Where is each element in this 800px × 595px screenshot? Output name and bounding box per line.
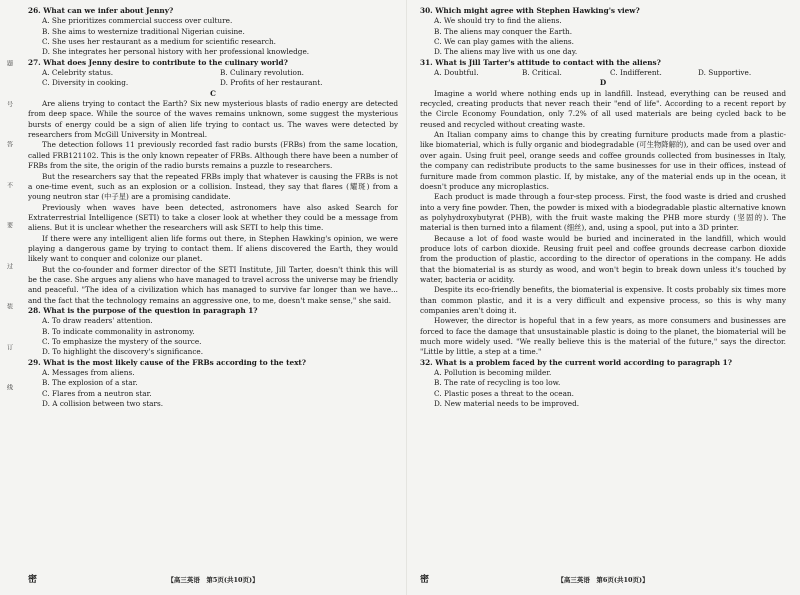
passage-d-paragraph: An Italian company aims to change this by creating furniture products made from a plastic-like biomaterial, which is fully organic and biodegradable (可生物降解的), and can be used over and over again. Using fruit peel, orange seeds and coffee grounds collected from businesses in Italy, the company can redistribute products to the same businesses for use in their offices, instead of furniture made from common plastic. If, by mistake, any of the material ends up in the ocean, it doesn't produce any microplastics.: [420, 130, 786, 191]
page-5-footer: [28, 575, 398, 589]
binding-char: 过: [5, 262, 13, 269]
option-26d: D. She integrates her personal history with her professional knowledge.: [42, 47, 310, 57]
question-29: 29. What is the most likely cause of the FRBs according to the text?: [28, 357, 307, 367]
passage-c-paragraph: If there were any intelligent alien life forms out there, in Stephen Hawking's opinion, we were playing a dangerous game by trying to contact them. If aliens discovered the Earth, they would likely want to conquer and colonize our planet.: [28, 233, 398, 264]
page-6: [420, 0, 786, 595]
binding-char: 线: [5, 384, 13, 390]
passage-d-paragraph: Because a lot of food waste would be buried and incinerated in the landfill, which would produce lots of carbon dioxide. Reusing fruit peel and coffee grounds decrease carbon dioxide from the production of plastic, according to the director of operations in the company. He adds that the biomaterial is as sturdy as wood, and won't begin to break down unless it's touched by water, bacteria or acidity.: [420, 233, 786, 284]
option-27c: C. Diversity in cooking.: [42, 78, 129, 88]
passage-c-paragraph: But the researchers say that the repeated FRBs imply that whatever is causing the FRBs is not a one-time event, such as an explosion or a collision. Instead, they say that flares (耀斑) from a young neutron star (中子星) are a promising candidate.: [28, 171, 398, 202]
binding-char: 不: [5, 181, 13, 188]
option-30a: A. We should try to find the aliens.: [434, 16, 562, 26]
option-28b: B. To indicate commonality in astronomy.: [42, 326, 195, 336]
question-26: 26. What can we infer about Jenny?: [28, 6, 174, 15]
page-divider: [406, 0, 407, 595]
page-5-content: [28, 6, 398, 409]
page-5-number: 【高三英语 第5页(共10页)】: [167, 576, 259, 584]
section-d-heading: D: [599, 78, 607, 88]
option-32c: C. Plastic poses a threat to the ocean.: [434, 388, 574, 398]
section-c-heading: C: [210, 88, 216, 98]
passage-d-paragraph: Despite its eco-friendly benefits, the biomaterial is expensive. It costs probably six times more than common plastic, and it is a very difficult and expensive process, so this is why many companies aren't doing it.: [420, 285, 786, 315]
passage-d-paragraph: Each product is made through a four-step process. First, the food waste is dried and crushed into a very fine powder. Then, the powder is mixed with a biodegradable plastic alternative known as polyhydroxybutyrat (PHB), with the fruit waste making the PHB more sturdy (坚固的). The material is then turned into a filament (细丝), and, using a spool, put into a 3D printer.: [420, 192, 786, 233]
option-29d: D. A collision between two stars.: [42, 399, 164, 409]
binding-char: 号: [5, 100, 13, 107]
passage-c-paragraph: Previously when waves have been detected, astronomers have also asked Search for Extraterrestrial Intelligence (SETI) to take a closer look at whether they could be a message from aliens. But it is unclear whether the researchers will ask SETI to help this time.: [28, 202, 398, 233]
option-32b: B. The rate of recycling is too low.: [434, 378, 561, 388]
option-31a: A. Doubtful.: [434, 68, 479, 78]
page-6-content: [420, 6, 786, 409]
binding-char: 装: [5, 303, 13, 309]
option-27b: B. Culinary revolution.: [220, 68, 304, 78]
passage-d-paragraph: However, the director is hopeful that in a few years, as more consumers and businesses are forced to face the damage that unsustainable plastic is doing to the planet, the biomaterial will be much more widely used. "We really believe this is the material of the future," says the director. "Little by little, a step at a time.": [420, 316, 786, 357]
passage-c-paragraph: But the co-founder and former director of the SETI Institute, Jill Tarter, doesn't think this will be the case. She argues any aliens who have managed to travel across the universe may be friendly and peaceful. "The idea of a civilization which has managed to survive far longer than we have... and the fact that the technology remains an aggressive one, to me, doesn't make sense," she said.: [28, 264, 398, 305]
binding-char: 题: [5, 60, 13, 66]
option-31b: B. Critical.: [522, 68, 562, 78]
question-31: 31. What is Jill Tarter's attitude to contact with the aliens?: [420, 57, 661, 67]
option-32a: A. Pollution is becoming milder.: [434, 368, 552, 378]
question-30: 30. Which might agree with Stephen Hawking's view?: [420, 6, 640, 15]
option-30c: C. We can play games with the aliens.: [434, 37, 574, 47]
seal-mark: 密: [420, 575, 430, 585]
page-5: [28, 0, 398, 595]
options-27: [42, 68, 398, 89]
option-28a: A. To draw readers' attention.: [42, 316, 153, 326]
option-31d: D. Supportive.: [698, 68, 752, 78]
option-29a: A. Messages from aliens.: [42, 368, 135, 378]
option-30d: D. The aliens may live with us one day.: [434, 47, 578, 57]
question-27: 27. What does Jenny desire to contribute to the culinary world?: [28, 57, 288, 67]
binding-char: 答: [5, 141, 13, 147]
option-29c: C. Flares from a neutron star.: [42, 388, 152, 398]
passage-c-paragraph: Are aliens trying to contact the Earth? Six new mysterious blasts of radio energy are detected from deep space. While the source of the waves remains unknown, some suggest the mysterious bursts of energy could be a sign of alien life trying to contact us. The waves were detected by researchers from McGill University in Montreal.: [28, 99, 398, 140]
option-28c: C. To emphasize the mystery of the source.: [42, 337, 202, 346]
binding-margin: [4, 60, 14, 390]
passage-d-paragraph: Imagine a world where nothing ends up in landfill. Instead, everything can be reused and recycled, creating products that never reach their "end of life". According to a recent report by the Circle Economy Foundation, only 7.2% of all used materials are being cycled back to be reused and recycled without creating waste.: [420, 88, 786, 129]
question-28: 28. What is the purpose of the question in paragraph 1?: [28, 305, 258, 315]
binding-char: 要: [5, 222, 13, 228]
option-27d: D. Profits of her restaurant.: [220, 78, 323, 88]
option-26c: C. She uses her restaurant as a medium for scientific research.: [42, 37, 276, 47]
options-31: [434, 68, 786, 78]
binding-char: 订: [5, 343, 13, 350]
page-6-number: 【高三英语 第6页(共10页)】: [557, 576, 649, 584]
page-6-footer: [420, 575, 786, 589]
passage-c-paragraph: The detection follows 11 previously recorded fast radio bursts (FRBs) from the same location, called FRB121102. This is the only known repeater of FRBs. Although there have been a number of FRBs from the site, the origin of the radio bursts remains a puzzle to researchers.: [28, 140, 398, 171]
option-29b: B. The explosion of a star.: [42, 378, 138, 388]
option-27a: A. Celebrity status.: [42, 68, 114, 78]
option-28d: D. To highlight the discovery's significance.: [42, 347, 204, 357]
option-32d: D. New material needs to be improved.: [434, 399, 580, 409]
question-32: 32. What is a problem faced by the current world according to paragraph 1?: [420, 357, 732, 367]
option-30b: B. The aliens may conquer the Earth.: [434, 26, 573, 36]
option-26a: A. She prioritizes commercial success over culture.: [42, 16, 233, 26]
option-31c: C. Indifferent.: [610, 68, 662, 78]
option-26b: B. She aims to westernize traditional Nigerian cuisine.: [42, 26, 245, 36]
seal-mark: 密: [28, 575, 38, 585]
